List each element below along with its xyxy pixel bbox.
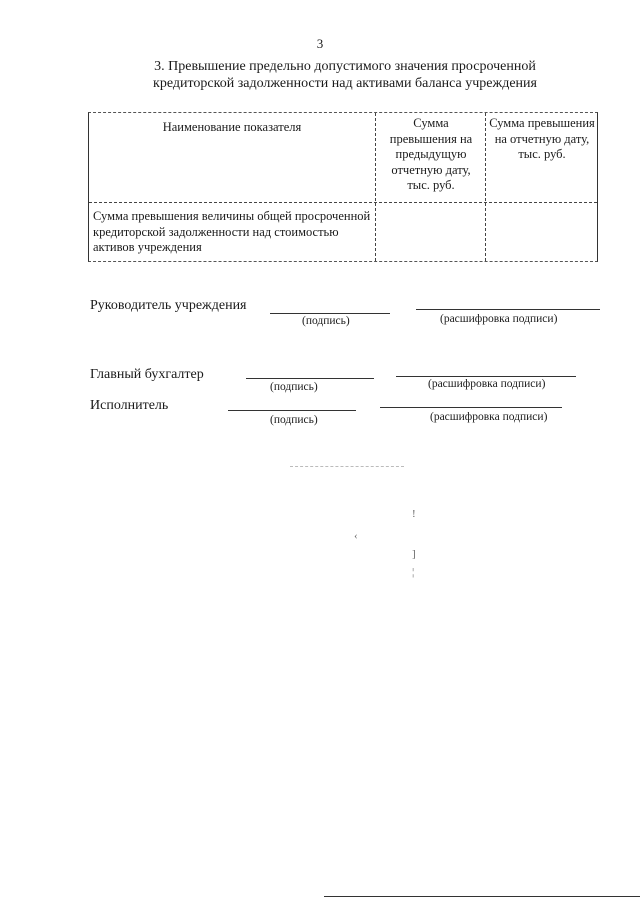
- scan-artifact-mark: ]: [412, 548, 416, 560]
- section-title: [120, 58, 570, 92]
- accountant-decoding-caption: (расшифровка подписи): [428, 378, 546, 390]
- page-number: 3: [316, 36, 324, 51]
- head-signature-caption: (подпись): [302, 315, 350, 327]
- executor-label: Исполнитель: [90, 398, 169, 413]
- header-current-date-sum: Сумма превышения на отчетную дату, тыс. руб.: [489, 116, 595, 161]
- executor-signature-line: [228, 410, 356, 411]
- header-previous-date-sum: Сумма превышения на предыдущую отчетную дату, тыс. руб.: [389, 116, 473, 192]
- table-column-divider: [375, 113, 376, 261]
- scan-artifact-mark: ¦: [412, 566, 415, 578]
- bottom-edge-line: [324, 896, 640, 897]
- section-title-line-1: 3. Превышение предельно допустимого значения просроченной: [154, 59, 536, 74]
- header-indicator-name: Наименование показателя: [162, 120, 302, 134]
- table-column-divider: [485, 113, 486, 261]
- executor-decoding-line: [380, 407, 562, 408]
- scan-artifact-dash: [290, 466, 404, 467]
- scan-artifact-mark: !: [412, 508, 416, 520]
- scan-artifact-mark: ‹: [354, 530, 358, 542]
- head-decoding-caption: (расшифровка подписи): [440, 313, 558, 325]
- accountant-signature-line: [246, 378, 374, 379]
- chief-accountant-label: Главный бухгалтер: [90, 367, 204, 382]
- head-decoding-line: [416, 309, 600, 310]
- section-title-line-2: кредиторской задолженности над активами баланса учреждения: [153, 76, 537, 91]
- head-of-institution-label: Руководитель учреждения: [90, 298, 247, 313]
- executor-signature-caption: (подпись): [270, 414, 318, 426]
- accountant-signature-caption: (подпись): [270, 381, 318, 393]
- accountant-decoding-line: [396, 376, 576, 377]
- table-row-divider: [89, 202, 597, 203]
- executor-decoding-caption: (расшифровка подписи): [430, 411, 548, 423]
- head-signature-line: [270, 313, 390, 314]
- indicator-table: [88, 112, 598, 262]
- table-cell-indicator: Сумма превышения величины общей просроченной кредиторской задолженности над стоимостью активов учреждения: [93, 209, 371, 254]
